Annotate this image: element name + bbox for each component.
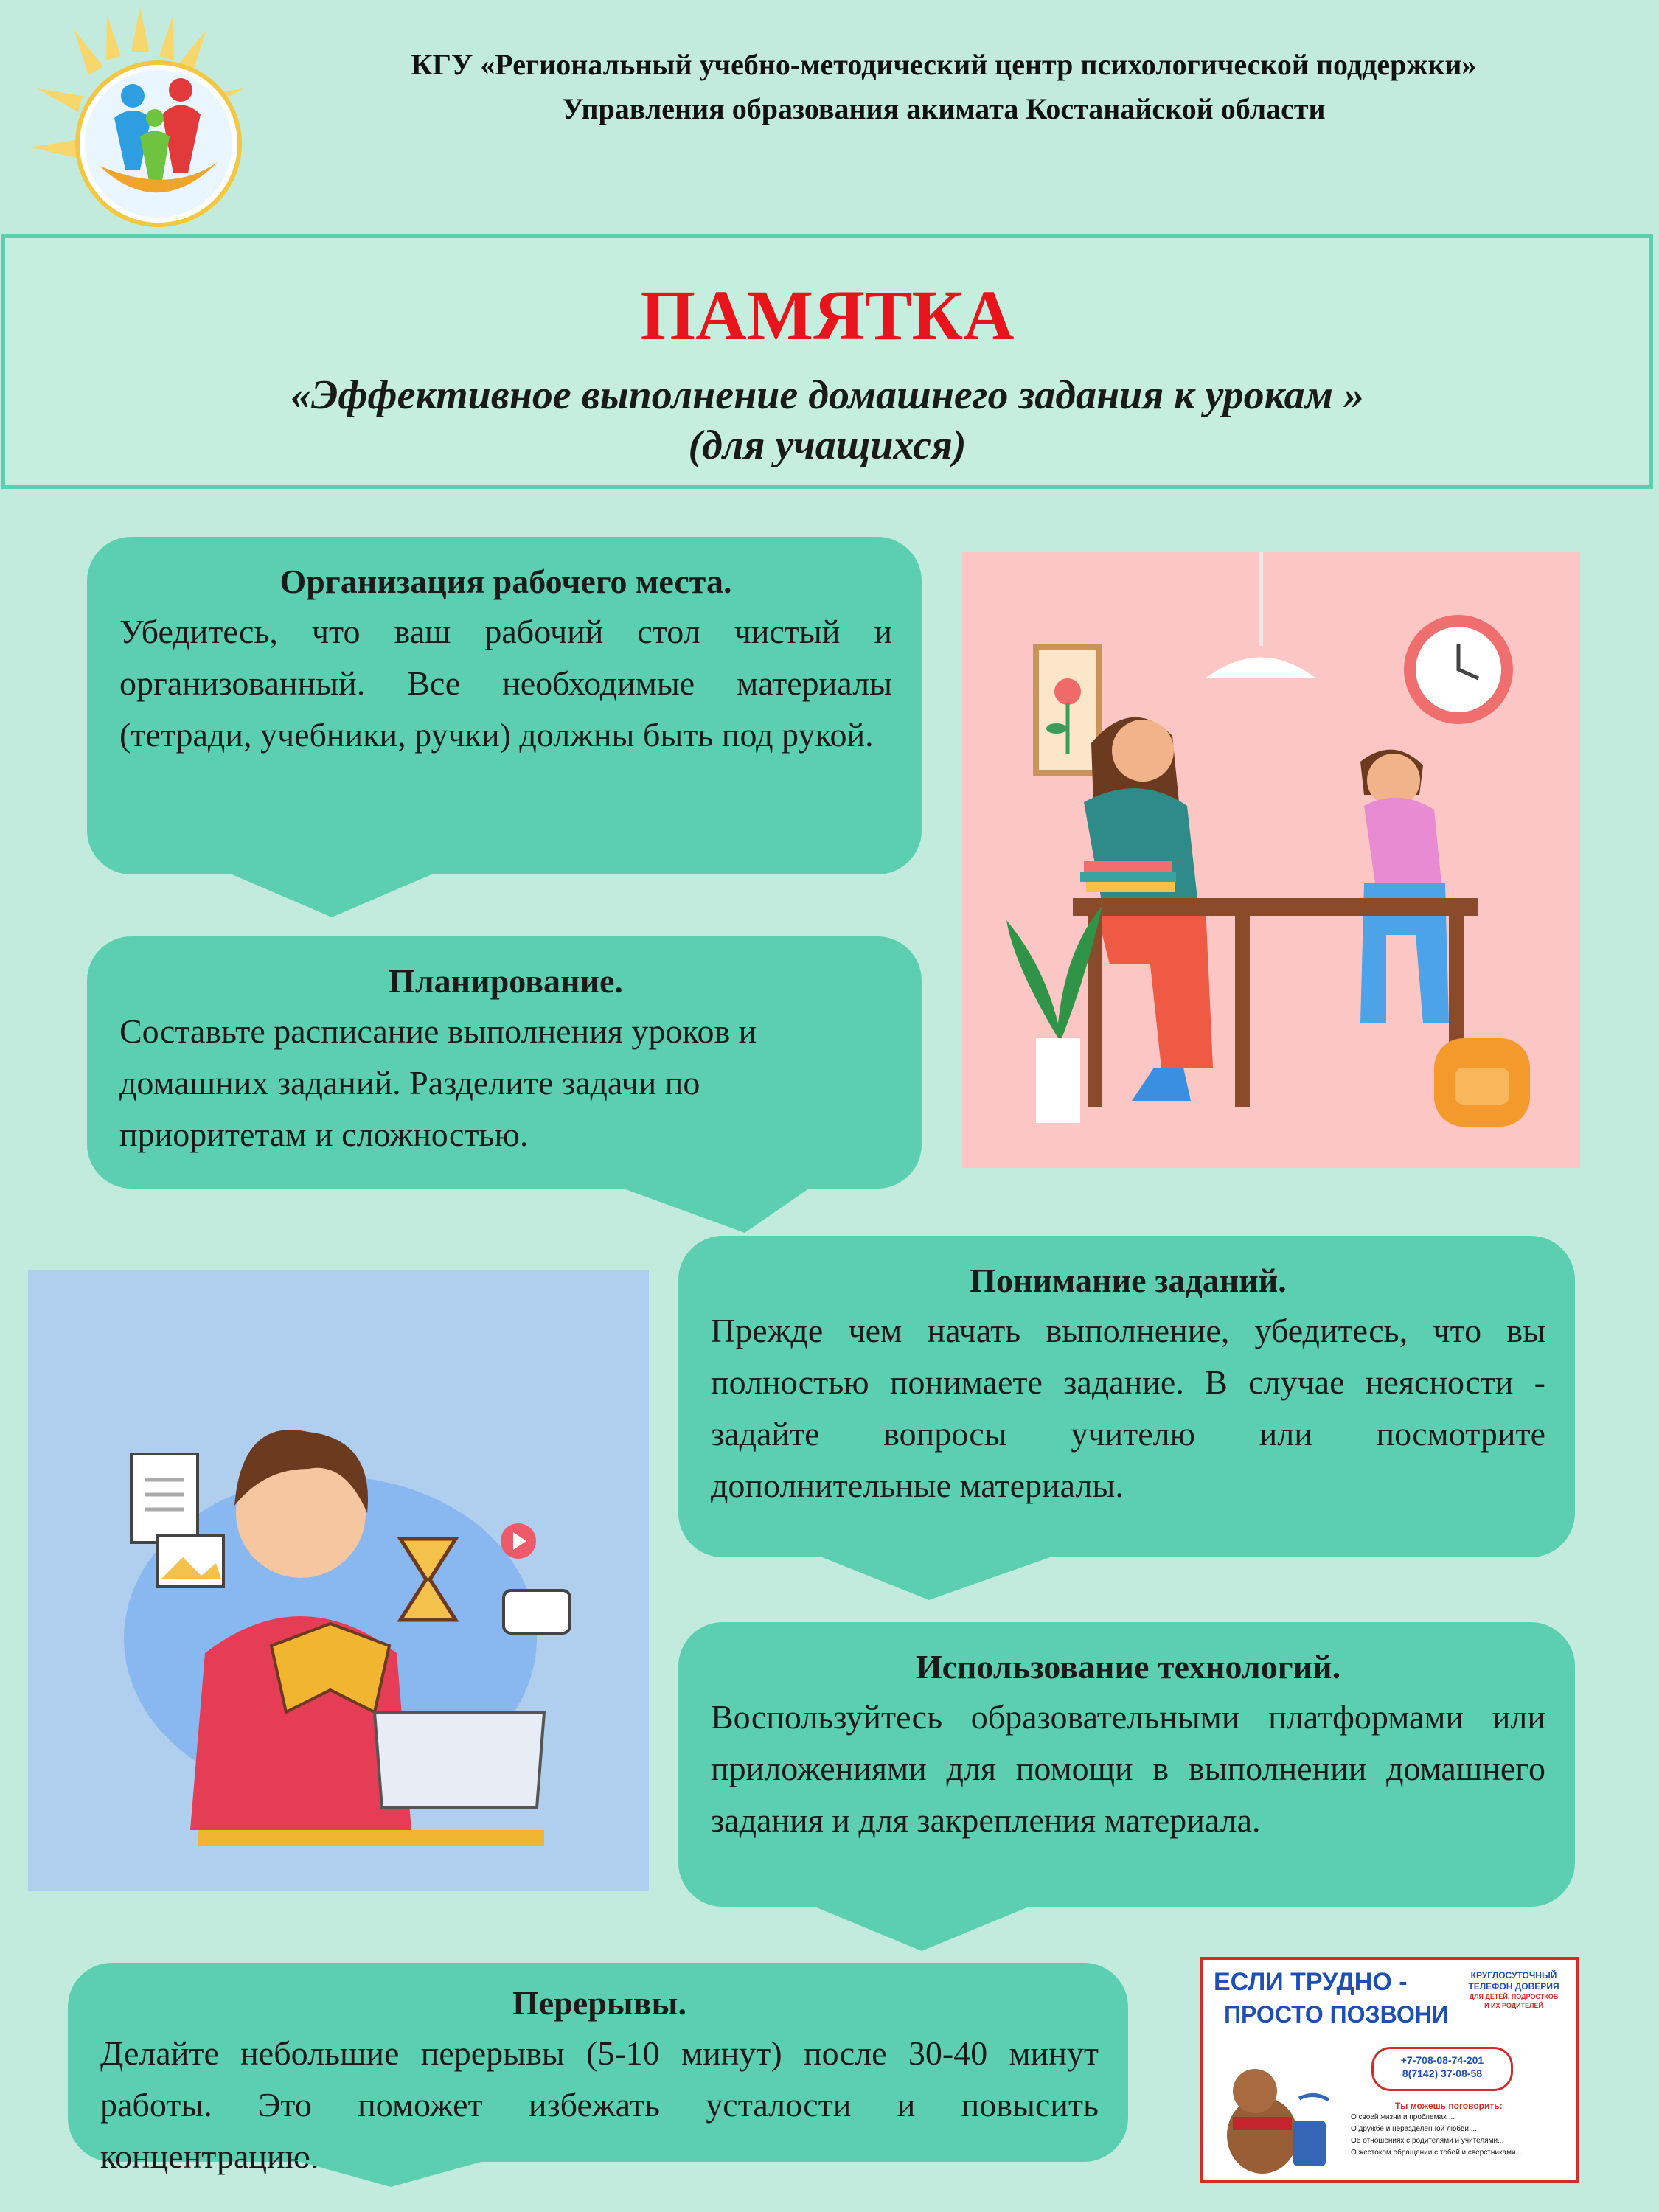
tip-heading: Понимание заданий.	[970, 1262, 1287, 1299]
hotline-phone: +7-708-08-74-201	[1400, 2054, 1484, 2066]
poster-service	[1458, 1970, 1569, 2010]
organization-name: КГУ «Региональный учебно-методический центр психологической поддержки»	[411, 48, 1477, 81]
poster-topic: О своей жизни и проблемах ...	[1351, 2113, 1455, 2121]
poster-headline: ПРОСТО ПОЗВОНИ	[1224, 2001, 1449, 2028]
bubble-tail	[818, 1556, 1054, 1600]
poster-topic: О дружбе и неразделенной любви ...	[1351, 2125, 1478, 2133]
poster-topic: Об отношениях с родителями и учителями...	[1351, 2137, 1504, 2145]
tip-technology	[678, 1622, 1575, 1907]
poster-service-line: ДЛЯ ДЕТЕЙ, ПОДРОСТКОВ	[1469, 1993, 1559, 2000]
title-box	[1, 234, 1653, 489]
phone-bubble	[1371, 2047, 1513, 2091]
tip-heading: Планирование.	[389, 962, 623, 1000]
tip-text: Убедитесь, что ваш рабочий стол чистый и организованный. Все необходимые материалы (тетради, учебники, ручки) должны быть под рукой.	[119, 613, 892, 754]
page-title: ПАМЯТКА	[640, 276, 1015, 355]
page-subtitle: «Эффективное выполнение домашнего задания к урокам »	[290, 372, 1365, 418]
poster-topics-title: Ты можешь поговорить:	[1395, 2101, 1503, 2111]
tip-text: Воспользуйтесь образовательными платформами или приложениями для помощи в выполнении домашнего задания и для закрепления материала.	[711, 1698, 1545, 1839]
tip-understanding	[678, 1236, 1575, 1557]
center-logo	[29, 7, 251, 229]
poster-service-line: КРУГЛОСУТОЧНЫЙ	[1470, 1970, 1557, 1980]
tip-workplace	[87, 537, 922, 874]
tip-breaks	[68, 1963, 1128, 2175]
organization-department: Управления образования акимата Костанайской области	[562, 92, 1326, 125]
bubble-tail	[229, 873, 435, 917]
poster-headline: ЕСЛИ ТРУДНО -	[1214, 1968, 1408, 1996]
bubble-tail	[619, 1187, 811, 1233]
bubble-tail	[295, 2160, 487, 2187]
poster-service-line: ТЕЛЕФОН ДОВЕРИЯ	[1468, 1981, 1559, 1992]
student-reading-illustration	[28, 1270, 649, 1891]
page-audience: (для учащихся)	[688, 422, 967, 468]
poster-service-line: И ИХ РОДИТЕЛЕЙ	[1484, 2002, 1543, 2009]
poster-topics	[1351, 2100, 1572, 2159]
hotline-poster	[1200, 1957, 1579, 2183]
hotline-phone: 8(7142) 37-08-58	[1402, 2067, 1483, 2079]
tip-heading: Организация рабочего места.	[279, 563, 732, 600]
tip-text: Делайте небольшие перерывы (5-10 минут) после 30-40 минут работы. Это поможет избежать усталости и повысить концентрацию.	[100, 2034, 1099, 2175]
homework-help-illustration	[962, 552, 1580, 1168]
poster-topic: О жестоком обращении с тобой и сверстниками...	[1351, 2149, 1522, 2157]
bubble-tail	[811, 1905, 1032, 1951]
tip-planning	[87, 936, 922, 1189]
tip-text: Прежде чем начать выполнение, убедитесь, что вы полностью понимаете задание. В случае неясности - задайте вопросы учителю или посмотрите дополнительные материалы.	[711, 1312, 1545, 1504]
tip-heading: Перерывы.	[512, 1984, 686, 2022]
tip-text: Составьте расписание выполнения уроков и домашних заданий. Разделите задачи по приоритетам и сложностью.	[119, 1012, 757, 1153]
tip-heading: Использование технологий.	[915, 1648, 1341, 1686]
dog-with-phone-icon	[1211, 2047, 1336, 2180]
